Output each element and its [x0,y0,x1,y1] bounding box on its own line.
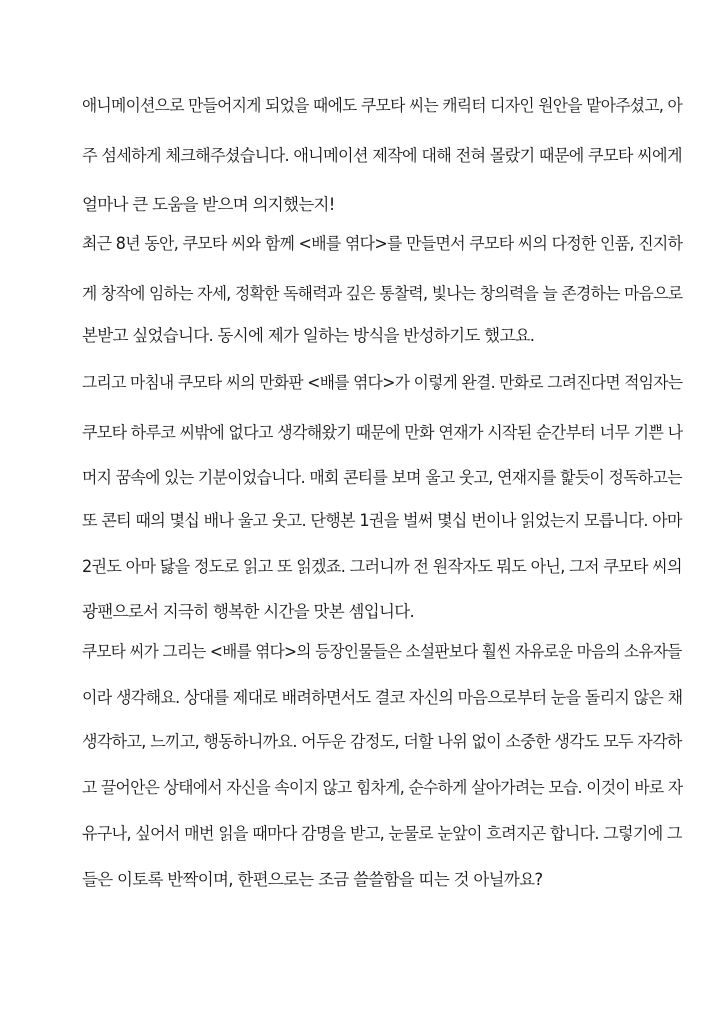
text-line: 또 콘티 때의 몇십 배나 울고 웃고. 단행본 1권을 벌써 몇십 번이나 읽었는지 모릅니다. 아마 [82,511,682,530]
text-line: 얼마나 큰 도움을 받으며 의지했는지! [82,195,335,214]
text-line: 애니메이션으로 만들어지게 되었을 때에도 쿠모타 씨는 캐릭터 디자인 원안을 맡아주셨고, 아 [82,96,683,115]
text-line: 본받고 싶었습니다. 동시에 제가 일하는 방식을 반성하기도 했고요. [82,326,535,345]
text-line: 고 끌어안은 상태에서 자신을 속이지 않고 힘차게, 순수하게 살아가려는 모습. 이것이 바로 자 [82,778,683,797]
text-line: 그리고 마침내 쿠모타 씨의 만화판 <배를 엮다>가 이렇게 완결. 만화로 그려진다면 적임자는 [82,373,683,392]
text-line: 이라 생각해요. 상대를 제대로 배려하면서도 결코 자신의 마음으로부터 눈을 돌리지 않은 채 [82,688,683,707]
text-line: 최근 8년 동안, 쿠모타 씨와 함께 <배를 엮다>를 만들면서 쿠모타 씨의 다정한 인품, 진지하 [82,234,683,253]
text-line: 게 창작에 임하는 자세, 정확한 독해력과 깊은 통찰력, 빛나는 창의력을 늘 존경하는 마음으로 [82,284,683,303]
text-line: 2권도 아마 닳을 정도로 읽고 또 읽겠죠. 그러니까 전 원작자도 뭐도 아닌, 그저 쿠모타 씨의 [82,557,682,576]
text-line: 머지 꿈속에 있는 기분이었습니다. 매회 콘티를 보며 울고 웃고, 연재지를 핥듯이 정독하고는 [82,468,682,487]
text-line: 쿠모타 하루코 씨밖에 없다고 생각해왔기 때문에 만화 연재가 시작된 순간부터 너무 기쁜 나 [82,423,683,442]
text-line: 주 섬세하게 체크해주셨습니다. 애니메이션 제작에 대해 전혀 몰랐기 때문에 쿠모타 씨에게 [82,146,682,165]
text-line: 광팬으로서 지극히 행복한 시간을 맛본 셈입니다. [82,602,415,621]
text-line: 들은 이토록 반짝이며, 한편으로는 조금 쓸쓸함을 띠는 것 아닐까요? [82,870,543,889]
text-line: 유구나, 싶어서 매번 읽을 때마다 감명을 받고, 눈물로 눈앞이 흐려지곤 합니다. 그렇기에 그 [82,824,682,843]
text-line: 쿠모타 씨가 그리는 <배를 엮다>의 등장인물들은 소설판보다 훨씬 자유로운 마음의 소유자들 [82,642,682,661]
text-line: 생각하고, 느끼고, 행동하니까요. 어두운 감정도, 더할 나위 없이 소중한 생각도 모두 자각하 [82,732,682,751]
